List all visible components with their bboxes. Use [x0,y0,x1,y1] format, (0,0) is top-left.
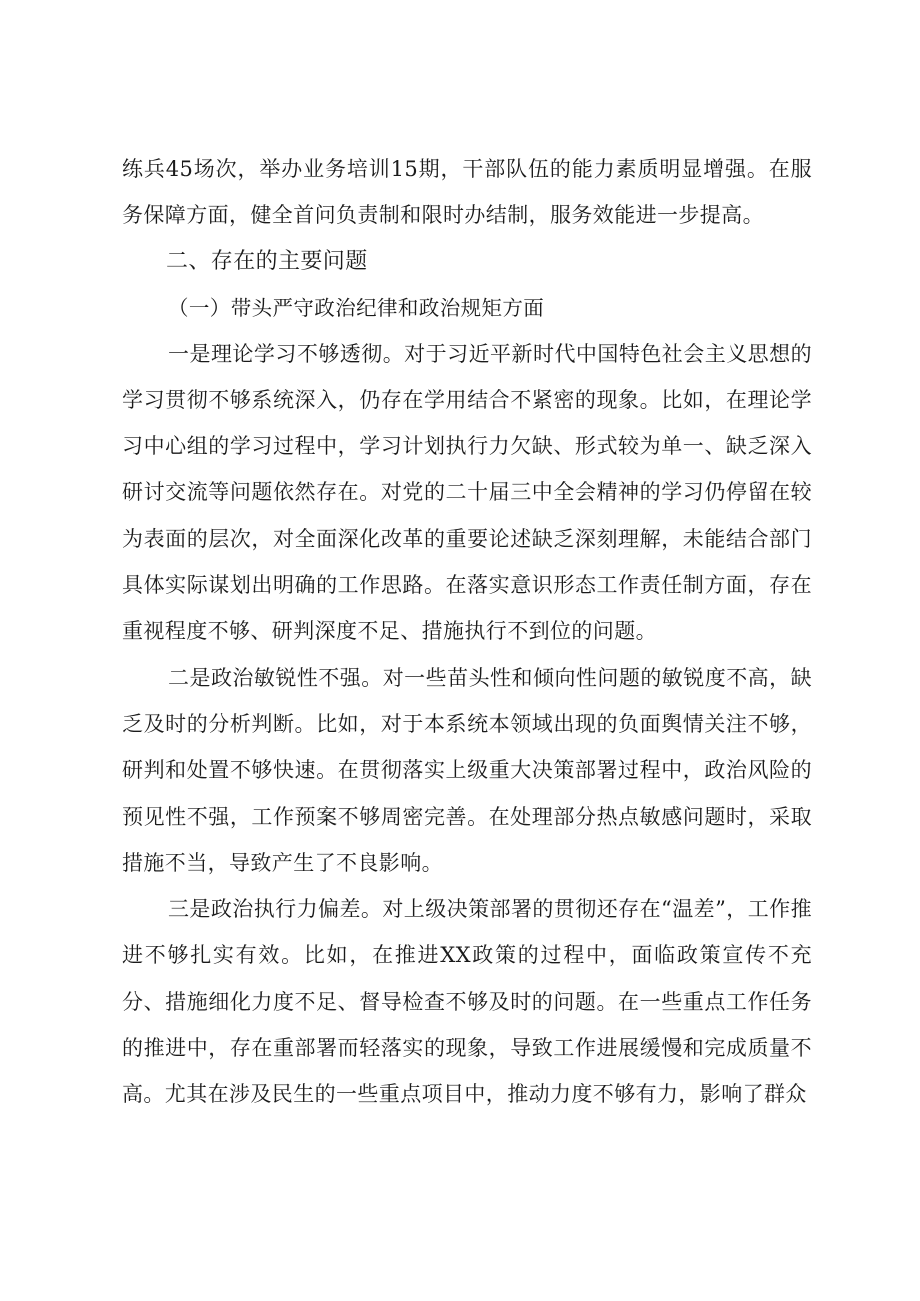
paragraph-theory-study: 一是理论学习不够透彻。对于习近平新时代中国特色社会主义思想的学习贯彻不够系统深入，仍存在学用结合不紧密的现象。比如，在理论学习中心组的学习过程中，学习计划执行力欠缺、形式较为单一、缺乏深入研讨交流等问题依然存在。对党的二十届三中全会精神的学习仍停留在较为表面的层次，对全面深化改革的重要论述缺乏深刻理解，未能结合部门具体实际谋划出明确的工作思路。在落实意识形态工作责任制方面，存在重视程度不够、研判深度不足、措施执行不到位的问题。 [122,341,812,644]
paragraph-continued: 练兵45场次，举办业务培训15期，干部队伍的能力素质明显增强。在服务保障方面，健全首问负责制和限时办结制，服务效能进一步提高。 [122,157,812,228]
paragraph-political-sensitivity: 二是政治敏锐性不强。对一些苗头性和倾向性问题的敏锐度不高，缺乏及时的分析判断。比如，对于本系统本领域出现的负面舆情关注不够，研判和处置不够快速。在贯彻落实上级重大决策部署过程中，政治风险的预见性不强，工作预案不够周密完善。在处理部分热点敏感问题时，采取措施不当，导致产生了不良影响。 [122,665,812,875]
paragraph-political-execution: 三是政治执行力偏差。对上级决策部署的贯彻还存在“温差”，工作推进不够扎实有效。比如，在推进XX政策的过程中，面临政策宣传不充分、措施细化力度不足、督导检查不够及时的问题。在一些重点工作任务的推进中，存在重部署而轻落实的现象，导致工作进展缓慢和完成质量不高。尤其在涉及民生的一些重点项目中，推动力度不够有力，影响了群众 [122,897,812,1107]
section-heading: 二、存在的主要问题 [166,248,368,274]
document-body [122,146,812,1118]
subsection-heading: （一）带头严守政治纪律和政治规矩方面 [168,295,545,320]
